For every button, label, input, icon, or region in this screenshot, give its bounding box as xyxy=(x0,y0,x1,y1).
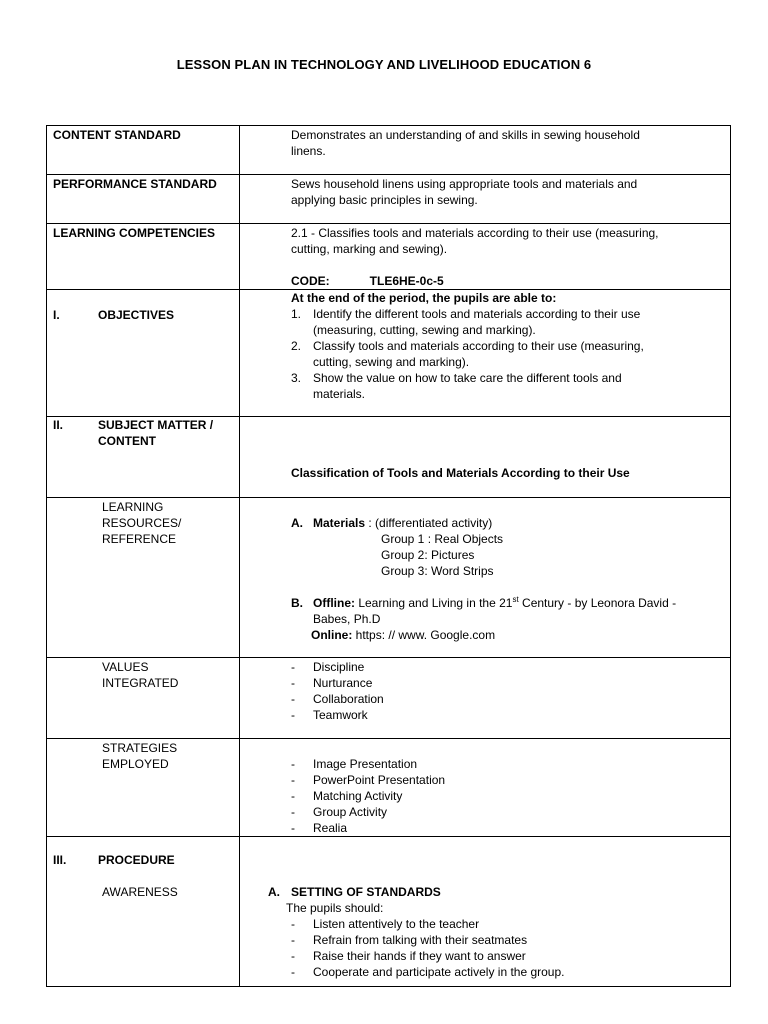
text-line: 2.1 - Classifies tools and materials according to their use (measuring, xyxy=(291,226,659,240)
label-values-integrated xyxy=(47,658,240,739)
procedure-number: III. xyxy=(53,853,67,867)
row-objectives xyxy=(47,290,731,417)
value-performance-standard xyxy=(240,175,731,224)
materials-label: Materials xyxy=(313,516,366,530)
code-line xyxy=(291,273,722,289)
value-objectives xyxy=(240,290,731,417)
text-line: cutting, sewing and marking). xyxy=(313,355,470,369)
list-item xyxy=(291,370,722,402)
row-learning-competencies xyxy=(47,224,731,290)
item-text: Image Presentation xyxy=(313,757,418,771)
row-performance-standard xyxy=(47,175,731,224)
text-line: Demonstrates an understanding of and skills in sewing household xyxy=(291,128,640,142)
label-subject-matter xyxy=(47,417,240,498)
item-text: Collaboration xyxy=(313,692,384,706)
item-number: 2. xyxy=(291,339,302,353)
row-learning-resources xyxy=(47,498,731,658)
list-item xyxy=(291,338,722,370)
values-label-1: VALUES xyxy=(102,660,149,674)
item-text: Refrain from talking with their seatmates xyxy=(313,933,528,947)
offline-line xyxy=(313,595,676,611)
row-subject-matter xyxy=(47,417,731,498)
item-letter: A. xyxy=(291,516,303,530)
offline-text: Learning and Living in the 21 xyxy=(355,596,513,610)
item-number: 3. xyxy=(291,371,302,385)
materials-line xyxy=(313,515,492,531)
materials-note: : (differentiated activity) xyxy=(365,516,493,530)
text-line: Show the value on how to take care the different tools and xyxy=(313,371,622,385)
standards-intro: The pupils should: xyxy=(286,901,384,915)
objectives-intro: At the end of the period, the pupils are able to: xyxy=(291,291,557,305)
label-performance-standard: PERFORMANCE STANDARD xyxy=(47,175,240,224)
label-learning-resources xyxy=(47,498,240,658)
list-item: - Discipline xyxy=(291,660,365,674)
value-content-standard xyxy=(240,126,731,175)
item-text: Listen attentively to the teacher xyxy=(313,917,480,931)
list-item: - Nurturance xyxy=(291,676,373,690)
item-text: Matching Activity xyxy=(313,789,403,803)
group-item: Group 3: Word Strips xyxy=(381,564,494,578)
row-values-integrated xyxy=(47,658,731,739)
code-label: CODE: xyxy=(291,274,330,288)
list-item: - Matching Activity xyxy=(291,789,403,803)
online-label: Online: xyxy=(311,628,353,642)
text-line: Classify tools and materials according to their use (measuring, xyxy=(313,339,644,353)
value-strategies xyxy=(240,739,731,837)
strategies-label-1: STRATEGIES xyxy=(102,741,178,755)
label-procedure xyxy=(47,837,240,987)
item-number: 1. xyxy=(291,307,302,321)
value-learning-resources xyxy=(240,498,731,658)
row-strategies xyxy=(47,739,731,837)
code-value: TLE6HE-0c-5 xyxy=(369,274,444,288)
list-item xyxy=(291,306,722,338)
superscript: st xyxy=(512,595,519,604)
text-line: applying basic principles in sewing. xyxy=(291,193,478,207)
text-line: Sews household linens using appropriate tools and materials and xyxy=(291,177,638,191)
offline-text-2: Century - by Leonora David - xyxy=(518,596,677,610)
offline-label: Offline: xyxy=(313,596,355,610)
item-text: Nurturance xyxy=(313,676,373,690)
list-item: - Cooperate and participate actively in the group. xyxy=(291,965,565,979)
list-item: - Collaboration xyxy=(291,692,384,706)
lesson-plan-table xyxy=(46,125,731,987)
online-line xyxy=(311,627,495,643)
group-item: Group 1 : Real Objects xyxy=(381,532,504,546)
item-text: Teamwork xyxy=(313,708,368,722)
subject-label-2: CONTENT xyxy=(98,434,156,448)
awareness-label: AWARENESS xyxy=(102,885,178,899)
text-line: cutting, marking and sewing). xyxy=(291,242,448,256)
list-item: - Listen attentively to the teacher xyxy=(291,917,480,931)
group-item: Group 2: Pictures xyxy=(381,548,475,562)
list-item: - Realia xyxy=(291,821,348,835)
item-letter: A. xyxy=(268,885,280,899)
list-item: - Raise their hands if they want to answer xyxy=(291,949,526,963)
item-text: Cooperate and participate actively in the group. xyxy=(313,965,565,979)
item-text: Raise their hands if they want to answer xyxy=(313,949,526,963)
values-label-2: INTEGRATED xyxy=(102,676,179,690)
text-line: linens. xyxy=(291,144,326,158)
strategies-label-2: EMPLOYED xyxy=(102,757,169,771)
item-text: Discipline xyxy=(313,660,365,674)
list-item: - Teamwork xyxy=(291,708,368,722)
list-item: - PowerPoint Presentation xyxy=(291,773,446,787)
subject-label-1: SUBJECT MATTER / xyxy=(98,418,214,432)
online-url: https: // www. Google.com xyxy=(352,628,496,642)
label-objectives xyxy=(47,290,240,417)
value-learning-competencies xyxy=(240,224,731,290)
text-line: Identify the different tools and materials according to their use xyxy=(313,307,641,321)
text-line: materials. xyxy=(313,387,366,401)
list-item: - Group Activity xyxy=(291,805,388,819)
resources-label-1: LEARNING xyxy=(102,500,164,514)
item-text: Group Activity xyxy=(313,805,388,819)
page-title: LESSON PLAN IN TECHNOLOGY AND LIVELIHOOD EDUCATION 6 xyxy=(176,57,592,72)
resources-label-2: RESOURCES/ xyxy=(102,516,182,530)
value-values-integrated xyxy=(240,658,731,739)
value-procedure xyxy=(240,837,731,987)
label-learning-competencies: LEARNING COMPETENCIES xyxy=(47,224,240,290)
value-subject-matter xyxy=(240,417,731,498)
standards-title: SETTING OF STANDARDS xyxy=(291,885,441,899)
label-strategies xyxy=(47,739,240,837)
label-content-standard: CONTENT STANDARD xyxy=(47,126,240,175)
row-procedure xyxy=(47,837,731,987)
resources-label-3: REFERENCE xyxy=(102,532,177,546)
text-line: (measuring, cutting, sewing and marking). xyxy=(313,323,536,337)
subject-topic: Classification of Tools and Materials According to their Use xyxy=(291,466,630,480)
list-item: - Image Presentation xyxy=(291,757,418,771)
objectives-number: I. xyxy=(53,308,60,322)
item-letter: B. xyxy=(291,596,303,610)
row-content-standard xyxy=(47,126,731,175)
item-text: Realia xyxy=(313,821,348,835)
item-text: PowerPoint Presentation xyxy=(313,773,446,787)
objectives-list xyxy=(240,306,722,402)
subject-number: II. xyxy=(53,418,64,432)
standards-list xyxy=(240,916,565,980)
list-item: - Refrain from talking with their seatmates xyxy=(291,933,528,947)
procedure-label: PROCEDURE xyxy=(98,853,175,867)
objectives-label: OBJECTIVES xyxy=(98,308,175,322)
offline-author-line: Babes, Ph.D xyxy=(313,612,381,626)
